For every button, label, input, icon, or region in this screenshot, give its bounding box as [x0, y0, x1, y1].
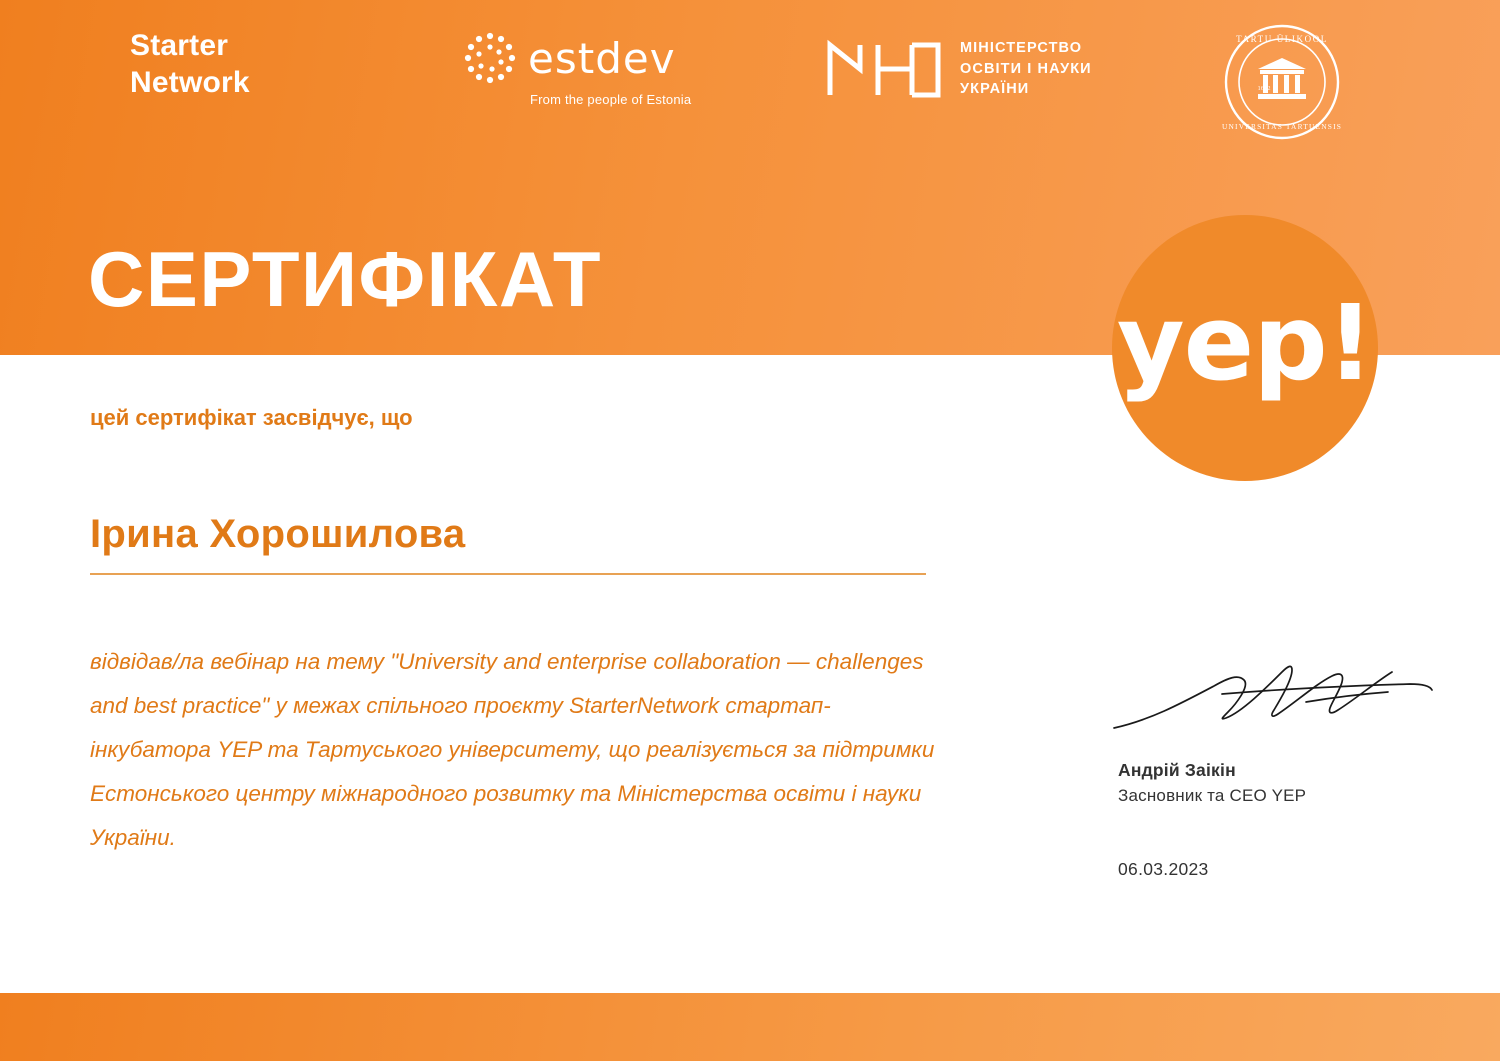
page-title: СЕРТИФІКАТ	[88, 235, 603, 323]
issue-date: 06.03.2023	[1118, 859, 1209, 879]
signature-image	[1110, 650, 1440, 746]
ministry-line2: ОСВІТИ І НАУКИ	[960, 60, 1092, 77]
yep-badge-label: yep!	[1116, 282, 1374, 404]
recipient-underline	[90, 573, 926, 575]
starter-network-logo	[130, 28, 250, 101]
yep-badge	[1112, 215, 1378, 481]
estdev-logo	[462, 30, 712, 120]
svg-text:TARTU ÜLIKOOL: TARTU ÜLIKOOL	[1236, 34, 1328, 44]
signer-name: Андрій Заікін	[1118, 760, 1236, 780]
starter-network-line1: Starter	[130, 29, 229, 62]
ministry-line3: УКРАЇНИ	[960, 81, 1030, 98]
ministry-text	[960, 38, 1092, 100]
ministry-line1: МІНІСТЕРСТВО	[960, 40, 1083, 56]
recipient-name: Ірина Хорошилова	[90, 512, 466, 556]
svg-text:1632: 1632	[1257, 85, 1271, 92]
ministry-mark-icon	[826, 39, 944, 99]
ministry-logo	[826, 38, 1092, 100]
tartu-university-seal	[1222, 22, 1342, 142]
estdev-dots-icon	[462, 30, 518, 86]
signer-role: Засновник та CEO YEP	[1118, 786, 1307, 805]
certificate-intro: цей сертифікат засвідчує, що	[90, 405, 413, 430]
estdev-wordmark: estdev	[528, 33, 676, 83]
starter-network-line2: Network	[130, 65, 250, 99]
svg-text:UNIVERSITAS TARTUENSIS: UNIVERSITAS TARTUENSIS	[1222, 122, 1342, 131]
estdev-tagline: From the people of Estonia	[530, 92, 692, 107]
certificate-body-text: відвідав/ла вебінар на тему "University and enterprise collaboration — challenges and best practice" у межах спільного проєкту StarterNetwork стартап-інкубатора YEP та Тартуського університету, що реалізується за підтримки Естонського центру міжнародного розвитку та Міністерства освіти і науки України.	[90, 649, 935, 850]
footer-band	[0, 993, 1500, 1061]
